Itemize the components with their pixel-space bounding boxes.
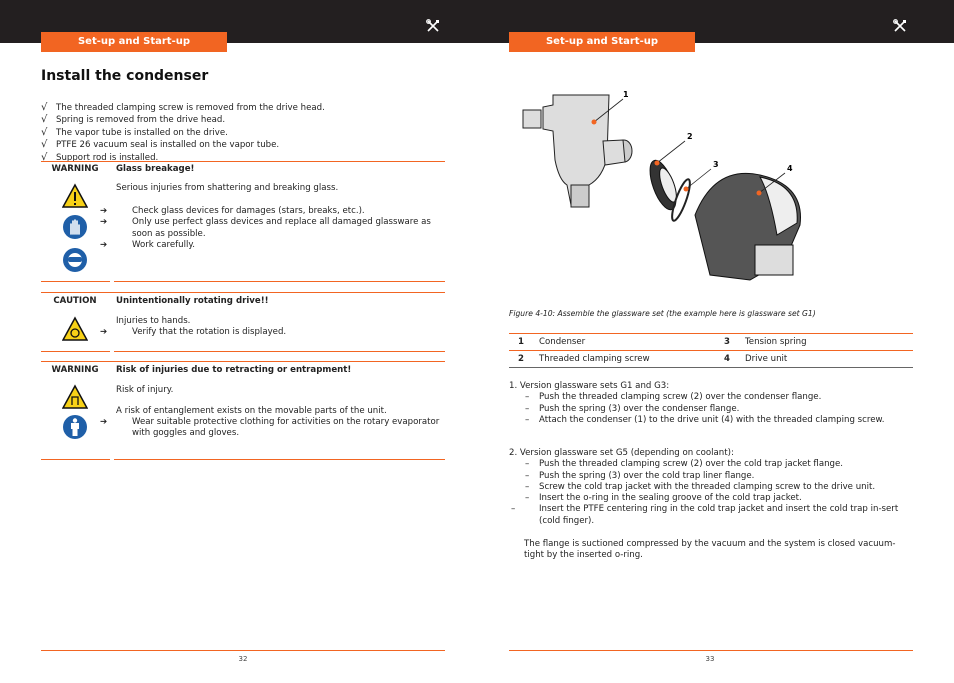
hazard-title: Risk of injuries due to retracting or entrapment! [116,365,352,375]
tools-icon [893,19,907,33]
table-row: 2 Threaded clamping screw 4 Drive unit [509,351,913,368]
gloves-icon [62,214,88,240]
warning-triangle-icon [62,183,88,209]
divider [41,161,445,162]
hazard-title: Glass breakage! [116,164,195,174]
hazard-text: A risk of entanglement exists on the movable parts of the unit. [116,406,387,416]
hazard-title: Unintentionally rotating drive!! [116,296,269,306]
entanglement-warning-icon [62,384,88,410]
precondition-list [41,102,325,164]
page-title: Install the condenser [41,68,209,84]
list-item: √ Spring is removed from the drive head. [41,114,226,126]
footer-line [509,650,913,651]
divider [114,351,445,352]
step-2: 2. Version glassware set G5 (depending on coolant): – Push the threaded clamping screw (2) over the cold trap jacket flange. – Push the spring (3) over the cold trap liner flange. – Screw the cold trap jacket with the threaded clamping screw to the drive unit. – Insert the o-ring in the sealing groove of the cold trap jacket. – Insert the PTFE centering ring in the cold trap jacket and insert the cold trap in-sert (cold finger). [509,448,899,526]
list-item: √ Support rod is installed. [41,151,159,163]
note-text: The flange is suctioned compressed by the vacuum and the system is closed vacuum-tight by the inserted o-ring. [524,539,896,561]
callout-label: 3 [713,160,719,169]
hazard-text: Risk of injury. [116,385,174,395]
footer-line [41,650,445,651]
divider [41,292,445,293]
legend-table [509,333,913,368]
goggles-icon [62,247,88,273]
step-1: 1. Version glassware sets G1 and G3: – Push the threaded clamping screw (2) over the condenser flange. – Push the spring (3) over the condenser flange. – Attach the condenser (1) to the drive unit (4) with the threaded clamping screw. [509,381,885,425]
protective-clothing-icon [62,414,88,440]
callout-label: 2 [687,132,693,141]
glassware-assembly-illustration [515,85,835,295]
divider [114,281,445,282]
figure-caption: Figure 4-10: Assemble the glassware set (the example here is glassware set G1) [509,309,816,318]
hazard-measures: ➔ Verify that the rotation is displayed. [100,327,287,337]
section-tab: Set-up and Start-up [509,32,695,52]
hazard-text: Injuries to hands. [116,316,191,326]
divider [41,351,110,352]
hazard-measures: ➔ Wear suitable protective clothing for activities on the rotary evaporator with goggles and gloves. [100,417,440,439]
callout-label: 4 [787,164,793,173]
signal-word: CAUTION [53,296,97,306]
divider [41,459,110,460]
page-number: 33 [705,655,715,663]
table-row: 1 Condenser 3 Tension spring [509,334,913,351]
section-tab: Set-up and Start-up [41,32,227,52]
hazard-measures: ➔ Check glass devices for damages (stars, breaks, etc.). ➔ Only use perfect glass devices and replace all damaged glassware as soon as possible. ➔ Work carefully. [100,206,431,250]
hazard-text: Serious injuries from shattering and breaking glass. [116,183,339,193]
divider [41,361,445,362]
signal-word: WARNING [51,365,99,375]
tools-icon [426,19,440,33]
callout-label: 1 [623,90,629,99]
list-item: √ The vapor tube is installed on the drive. [41,126,228,138]
signal-word: WARNING [51,164,99,174]
list-item: √ PTFE 26 vacuum seal is installed on the vapor tube. [41,139,280,151]
divider [114,459,445,460]
page-number: 32 [238,655,248,663]
divider [41,281,110,282]
hand-injury-warning-icon [62,316,88,342]
list-item: √ The threaded clamping screw is removed from the drive head. [41,102,325,113]
